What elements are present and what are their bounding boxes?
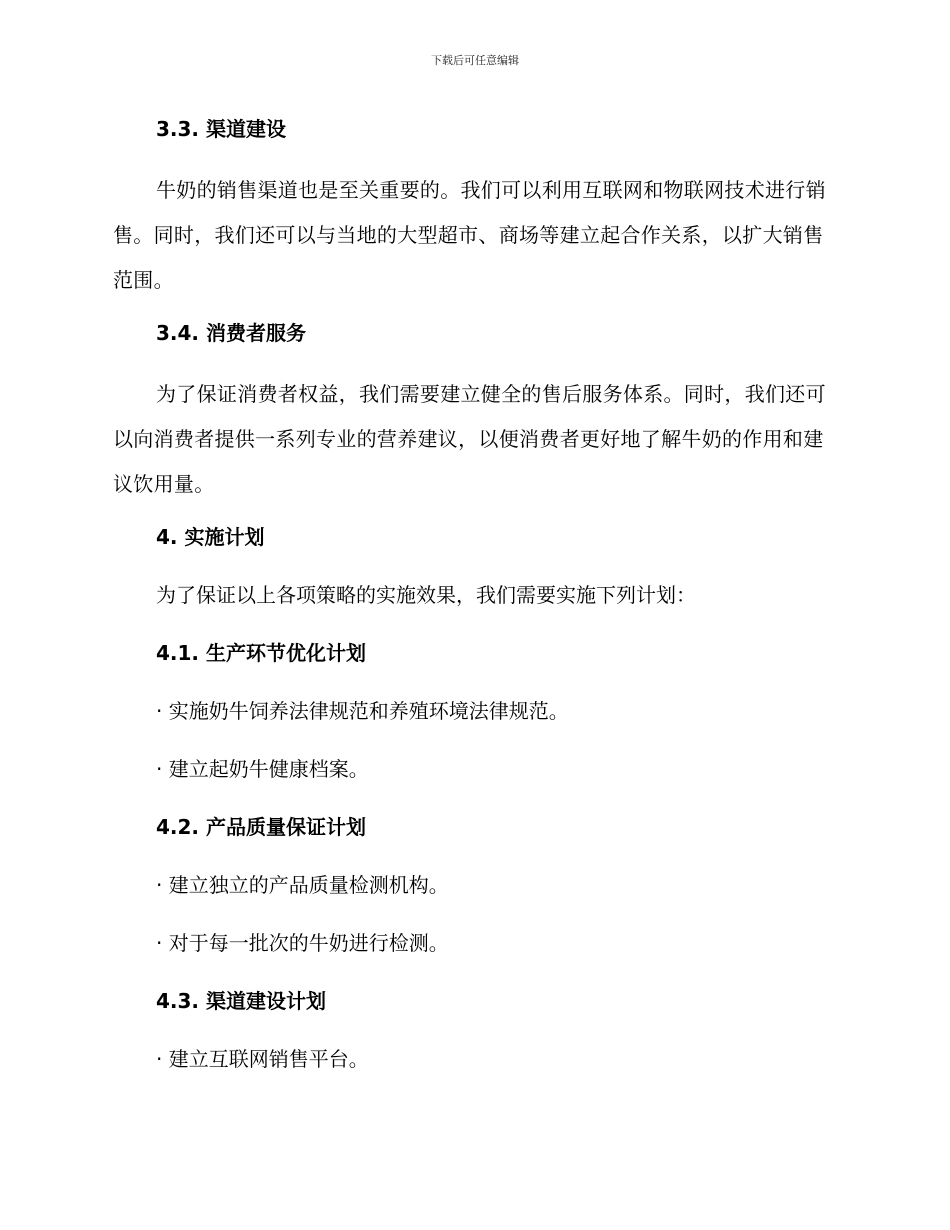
section-4-1-title: 4.1. 生产环节优化计划 [156, 641, 366, 665]
list-item: · 对于每一批次的牛奶进行检测。 [156, 931, 449, 955]
section-3-3-title: 3.3. 渠道建设 [156, 117, 286, 141]
list-item: · 建立起奶牛健康档案。 [156, 757, 369, 781]
section-4-3-title: 4.3. 渠道建设计划 [156, 989, 326, 1013]
list-item: · 建立互联网销售平台。 [156, 1047, 369, 1071]
document-body [113, 112, 833, 1076]
list-item: · 实施奶牛饲养法律规范和养殖环境法律规范。 [156, 699, 569, 723]
section-3-4-title: 3.4. 消费者服务 [156, 321, 306, 345]
section-4-2-title: 4.2. 产品质量保证计划 [156, 815, 366, 839]
list-item: · 建立独立的产品质量检测机构。 [156, 873, 449, 897]
section-3-4-body: 为了保证消费者权益，我们需要建立健全的售后服务体系。同时，我们还可以向消费者提供一系列专业的营养建议，以便消费者更好地了解牛奶的作用和建议饮用量。 [113, 382, 826, 496]
section-4-intro: 为了保证以上各项策略的实施效果，我们需要实施下列计划： [156, 583, 696, 607]
page-header: 下载后可任意编辑 [431, 54, 519, 67]
section-3-3-body: 牛奶的销售渠道也是至关重要的。我们可以利用互联网和物联网技术进行销售。同时，我们还可以与当地的大型超市、商场等建立起合作关系，以扩大销售范围。 [113, 178, 826, 292]
section-4-title: 4. 实施计划 [156, 525, 265, 549]
